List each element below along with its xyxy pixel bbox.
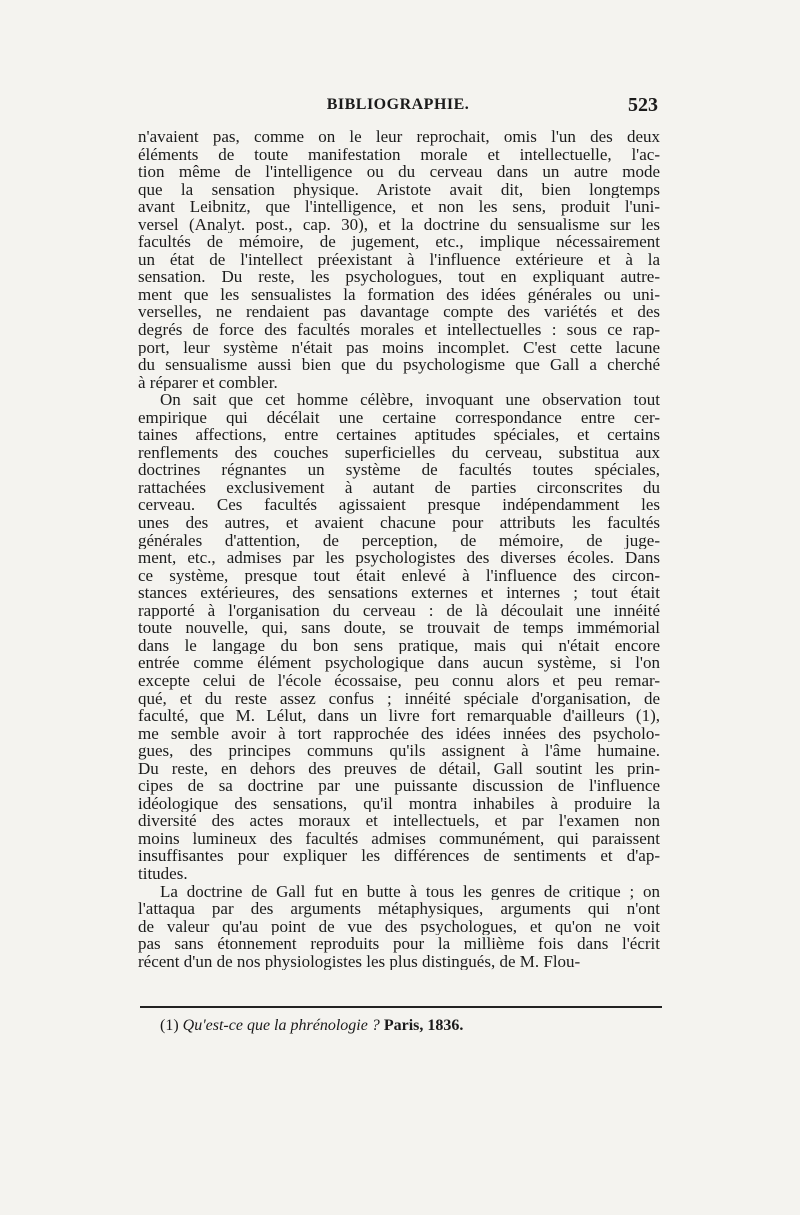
text-line: unes des autres, et avaient chacune pour attributs les facultés xyxy=(138,514,660,532)
text-line: récent d'un de nos physiologistes les plus distingués, de M. Flou- xyxy=(138,952,581,971)
text-line: n'avaient pas, comme on le leur reprochait, omis l'un des deux xyxy=(138,128,660,146)
text-line: ce système, presque tout était enlevé à l'influence des circon- xyxy=(138,566,660,585)
text-line: avant Leibnitz, que l'intelligence, et non les sens, produit l'uni- xyxy=(138,198,660,216)
body-text xyxy=(138,128,660,970)
text-line: verselles, ne rendaient pas davantage compte des variétés et des xyxy=(138,303,660,322)
text-line: On sait que cet homme célèbre, invoquant une observation tout xyxy=(160,391,660,409)
page-number: 523 xyxy=(628,94,658,116)
text-line: insuffisantes pour expliquer les différences de sentiments et d'ap- xyxy=(138,847,660,865)
text-line: du sensualisme aussi bien que du psychologisme que Gall a cherché xyxy=(138,356,660,374)
text-line: rapporté à l'organisation du cerveau : de là découlait une innéité xyxy=(138,601,660,620)
text-line: stances extérieures, des sensations externes et internes ; tout était xyxy=(138,584,660,602)
text-line: l'attaqua par des arguments métaphysiques, arguments qui n'ont xyxy=(138,900,660,918)
text-line: diversité des actes moraux et intellectuels, et par l'examen non xyxy=(138,812,660,830)
text-line: me semble avoir à tort rapprochée des idées innées des psycholo- xyxy=(138,724,660,743)
text-line: gues, des principes communs qu'ils assignent à l'âme humaine. xyxy=(138,742,660,760)
text-line: éléments de toute manifestation morale et intellectuelle, l'ac- xyxy=(138,145,660,164)
text-line: excepte celui de l'école écossaise, peu connu alors et peu remar- xyxy=(138,671,660,690)
text-line: titudes. xyxy=(138,864,188,883)
running-head xyxy=(138,96,658,122)
text-line: toute nouvelle, qui, sans doute, se trouvait de temps immémorial xyxy=(138,619,660,637)
text-line: que la sensation physique. Aristote avait dit, bien longtemps xyxy=(138,180,660,199)
text-line: ment, etc., admises par les psychologistes des diverses écoles. Dans xyxy=(138,549,660,567)
text-line: de valeur qu'au point de vue des psychologues, et qu'on ne voit xyxy=(138,917,660,936)
footnote-rule xyxy=(140,1006,662,1008)
running-head-title: BIBLIOGRAPHIE. xyxy=(326,96,470,113)
text-line: moins lumineux des facultés admises communément, qui paraissent xyxy=(138,829,660,848)
footnote-title: Qu'est-ce que la phrénologie ? xyxy=(182,1017,380,1034)
text-line: dans le langage du bon sens pratique, mais qui n'était encore xyxy=(138,636,660,655)
footnote-marker: (1) xyxy=(160,1017,179,1034)
text-line: un état de l'intellect préexistant à l'influence extérieure et à la xyxy=(138,250,660,269)
text-line: générales d'attention, de perception, de mémoire, de juge- xyxy=(138,531,660,550)
text-line: entrée comme élément psychologique dans aucun système, si l'on xyxy=(138,654,660,672)
text-line: rattachées exclusivement à autant de parties circonscrites du xyxy=(138,478,660,497)
footnote xyxy=(160,1016,640,1036)
text-line: pas sans étonnement reproduits pour la millième fois dans l'écrit xyxy=(138,935,660,953)
text-line: idéologique des sensations, qu'il montra inhabiles à produire la xyxy=(138,794,660,813)
text-line: tion même de l'intelligence ou du cerveau dans un autre mode xyxy=(138,163,660,181)
text-line: renflements des couches superficielles du cerveau, substitua aux xyxy=(138,443,660,462)
text-line: faculté, que M. Lélut, dans un livre fort remarquable d'ailleurs (1), xyxy=(138,707,660,725)
text-line: empirique qui décélait une certaine correspondance entre cer- xyxy=(138,408,660,427)
text-line: sensation. Du reste, les psychologues, tout en expliquant autre- xyxy=(138,268,660,286)
text-line: cipes de sa doctrine par une puissante discussion de l'influence xyxy=(138,777,660,795)
text-line: taines affections, entre certaines aptitudes spéciales, et certains xyxy=(138,426,660,444)
text-line: port, leur système n'était pas moins incomplet. C'est cette lacune xyxy=(138,338,660,357)
footnote-publication: Paris, 1836. xyxy=(383,1017,464,1034)
text-line: Du reste, en dehors des preuves de détail, Gall soutint les prin- xyxy=(138,759,660,778)
text-line: facultés de mémoire, de jugement, etc., implique nécessairement xyxy=(138,233,660,251)
text-line: degrés de force des facultés morales et intellectuelles : sous ce rap- xyxy=(138,321,660,339)
text-line: cerveau. Ces facultés agissaient presque indépendamment les xyxy=(138,496,660,515)
text-line: doctrines régnantes un système de facultés toutes spéciales, xyxy=(138,461,660,479)
text-line: La doctrine de Gall fut en butte à tous les genres de critique ; on xyxy=(160,882,660,901)
text-line: ment que les sensualistes la formation des idées générales ou uni- xyxy=(138,285,660,304)
text-line: à réparer et combler. xyxy=(138,373,278,392)
text-line: versel (Analyt. post., cap. 30), et la doctrine du sensualisme sur les xyxy=(138,215,660,234)
text-line: qué, et du reste assez confus ; innéité spéciale d'organisation, de xyxy=(138,689,660,708)
